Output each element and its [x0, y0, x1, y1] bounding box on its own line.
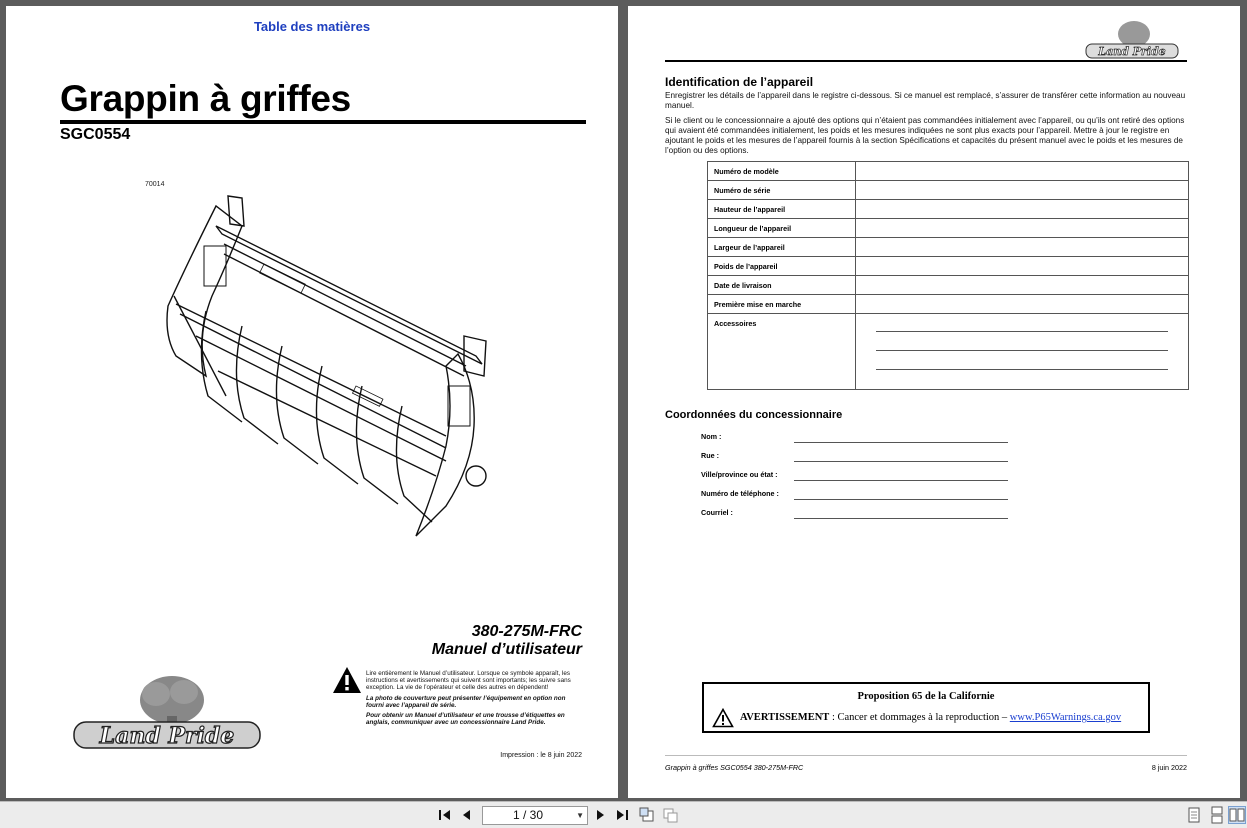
equipment-register-table	[707, 161, 1189, 390]
chevron-down-icon: ▼	[576, 811, 584, 820]
viewer-toolbar	[0, 801, 1247, 828]
page-selector[interactable]	[482, 806, 588, 825]
register-value-field[interactable]	[856, 238, 1189, 257]
dealer-field-line[interactable]	[794, 442, 1008, 443]
footer-date: 8 juin 2022	[1151, 763, 1187, 772]
register-row	[708, 181, 1189, 200]
register-label: Première mise en marche	[708, 295, 856, 314]
labels-note: Pour obtenir un Manuel d’utilisateur et une trousse d’étiquettes en anglais, communiquer avec un concessionnaire Land Pride.	[366, 712, 565, 727]
prop65-link[interactable]: www.P65Warnings.ca.gov	[1009, 712, 1122, 723]
dealer-field-label: Courriel :	[701, 508, 733, 517]
two-page-view-icon[interactable]	[1228, 806, 1246, 824]
toc-link[interactable]: Table des matières	[253, 19, 371, 34]
register-label: Numéro de série	[708, 181, 856, 200]
first-page-icon[interactable]	[436, 806, 454, 824]
identification-heading: Identification de l’appareil	[665, 75, 814, 89]
register-label: Date de livraison	[708, 276, 856, 295]
warning-text: Lire entièrement le Manuel d’utilisateur. Lorsque ce symbole apparaît, les instructions et avertissements qui suivent sont importants; les suivre sans exception. La vie de l’opérateur et celle des autres en dépendent!	[366, 670, 571, 692]
dealer-field-line[interactable]	[794, 499, 1008, 500]
register-row	[708, 257, 1189, 276]
prop65-warning-word: AVERTISSEMENT	[740, 712, 830, 723]
register-label: Poids de l’appareil	[708, 257, 856, 276]
title-rule	[60, 120, 586, 124]
document-title: Grappin à griffes	[60, 78, 351, 119]
dealer-field-row	[701, 506, 1021, 525]
safety-alert-icon	[332, 666, 362, 694]
register-label: Longueur de l’appareil	[708, 219, 856, 238]
identification-intro: Enregistrer les détails de l’appareil dans le registre ci-dessous. Si ce manuel est remplacé, s’assurer de transférer cette information au nouveau manuel.	[665, 91, 1186, 110]
register-row	[708, 295, 1189, 314]
prop65-warning-box	[702, 682, 1150, 733]
dealer-heading: Coordonnées du concessionnaire	[665, 409, 843, 421]
warning-triangle-icon	[712, 708, 734, 728]
manual-number: 380-275M-FRC	[471, 623, 582, 640]
register-label: Numéro de modèle	[708, 162, 856, 181]
manual-title: Manuel d’utilisateur	[431, 641, 582, 658]
footer-document-info: Grappin à griffes SGC0554 380-275M-FRC	[665, 763, 804, 772]
footer-rule	[665, 755, 1187, 756]
dealer-field-line[interactable]	[794, 480, 1008, 481]
next-page-icon[interactable]	[591, 806, 609, 824]
accessories-label: Accessoires	[708, 314, 856, 390]
register-row	[708, 238, 1189, 257]
register-value-field[interactable]	[856, 295, 1189, 314]
register-value-field[interactable]	[856, 276, 1189, 295]
document-page-1	[6, 6, 618, 798]
land-pride-logo	[72, 670, 262, 752]
register-value-field[interactable]	[856, 257, 1189, 276]
dealer-field-line[interactable]	[794, 461, 1008, 462]
land-pride-logo-small	[1084, 18, 1180, 60]
dealer-field-row	[701, 449, 1021, 468]
register-row	[708, 200, 1189, 219]
prop65-text	[740, 712, 1121, 723]
dealer-field-label: Rue :	[701, 451, 719, 460]
rotate-icon[interactable]	[638, 806, 656, 824]
svg-text:Land Pride: Land Pride	[99, 723, 235, 749]
dealer-field-row	[701, 468, 1021, 487]
register-value-field[interactable]	[856, 200, 1189, 219]
safety-notice	[366, 670, 584, 729]
single-page-view-icon[interactable]	[1185, 806, 1203, 824]
dealer-field-label: Ville/province ou état :	[701, 470, 778, 479]
dealer-field-row	[701, 487, 1021, 506]
dealer-field-line[interactable]	[794, 518, 1008, 519]
continuous-view-icon[interactable]	[1208, 806, 1226, 824]
register-row	[708, 162, 1189, 181]
register-value-field[interactable]	[856, 181, 1189, 200]
figure-number: 70014	[145, 181, 165, 188]
dealer-field-row	[701, 430, 1021, 449]
last-page-icon[interactable]	[613, 806, 631, 824]
register-row	[708, 219, 1189, 238]
grapple-illustration	[146, 186, 506, 546]
register-label: Largeur de l’appareil	[708, 238, 856, 257]
accessories-field[interactable]	[856, 314, 1189, 390]
dealer-field-label: Nom :	[701, 432, 722, 441]
register-value-field[interactable]	[856, 219, 1189, 238]
register-value-field[interactable]	[856, 162, 1189, 181]
prop65-description: : Cancer et dommages à la reproduction –	[829, 712, 1010, 723]
page-indicator: 1 / 30	[512, 808, 544, 822]
cover-note: La photo de couverture peut présenter l’équipement en option non fourni avec l’appareil de série.	[366, 694, 566, 709]
document-page-2	[628, 6, 1240, 798]
accessories-write-line	[876, 350, 1168, 351]
accessories-write-line	[876, 331, 1168, 332]
register-row-accessories	[708, 314, 1189, 390]
header-rule	[665, 60, 1187, 62]
identification-options-note: Si le client ou le concessionnaire a ajouté des options qui n’étaient pas commandées initialement avec l’appareil, ou qu’ils ont retiré des options qui avaient été commandées initialement, les poids et les mesures indiquées ne sont plus exacts pour l’appareil. Mettre à jour le registre en ajoutant le poids et les mesures de l’appareil fournis à la section Spécifications et capacités du présent manuel avec le poids et les mesures de l’option ou des options.	[665, 116, 1185, 155]
previous-page-icon[interactable]	[458, 806, 476, 824]
model-number: SGC0554	[60, 126, 131, 143]
register-row	[708, 276, 1189, 295]
copy-icon[interactable]	[662, 806, 680, 824]
dealer-field-label: Numéro de téléphone :	[701, 489, 779, 498]
print-date: Impression : le 8 juin 2022	[500, 752, 582, 759]
accessories-write-line	[876, 369, 1168, 370]
register-label: Hauteur de l’appareil	[708, 200, 856, 219]
svg-text:Land Pride: Land Pride	[1098, 45, 1166, 58]
prop65-title: Proposition 65 de la Californie	[857, 691, 995, 702]
